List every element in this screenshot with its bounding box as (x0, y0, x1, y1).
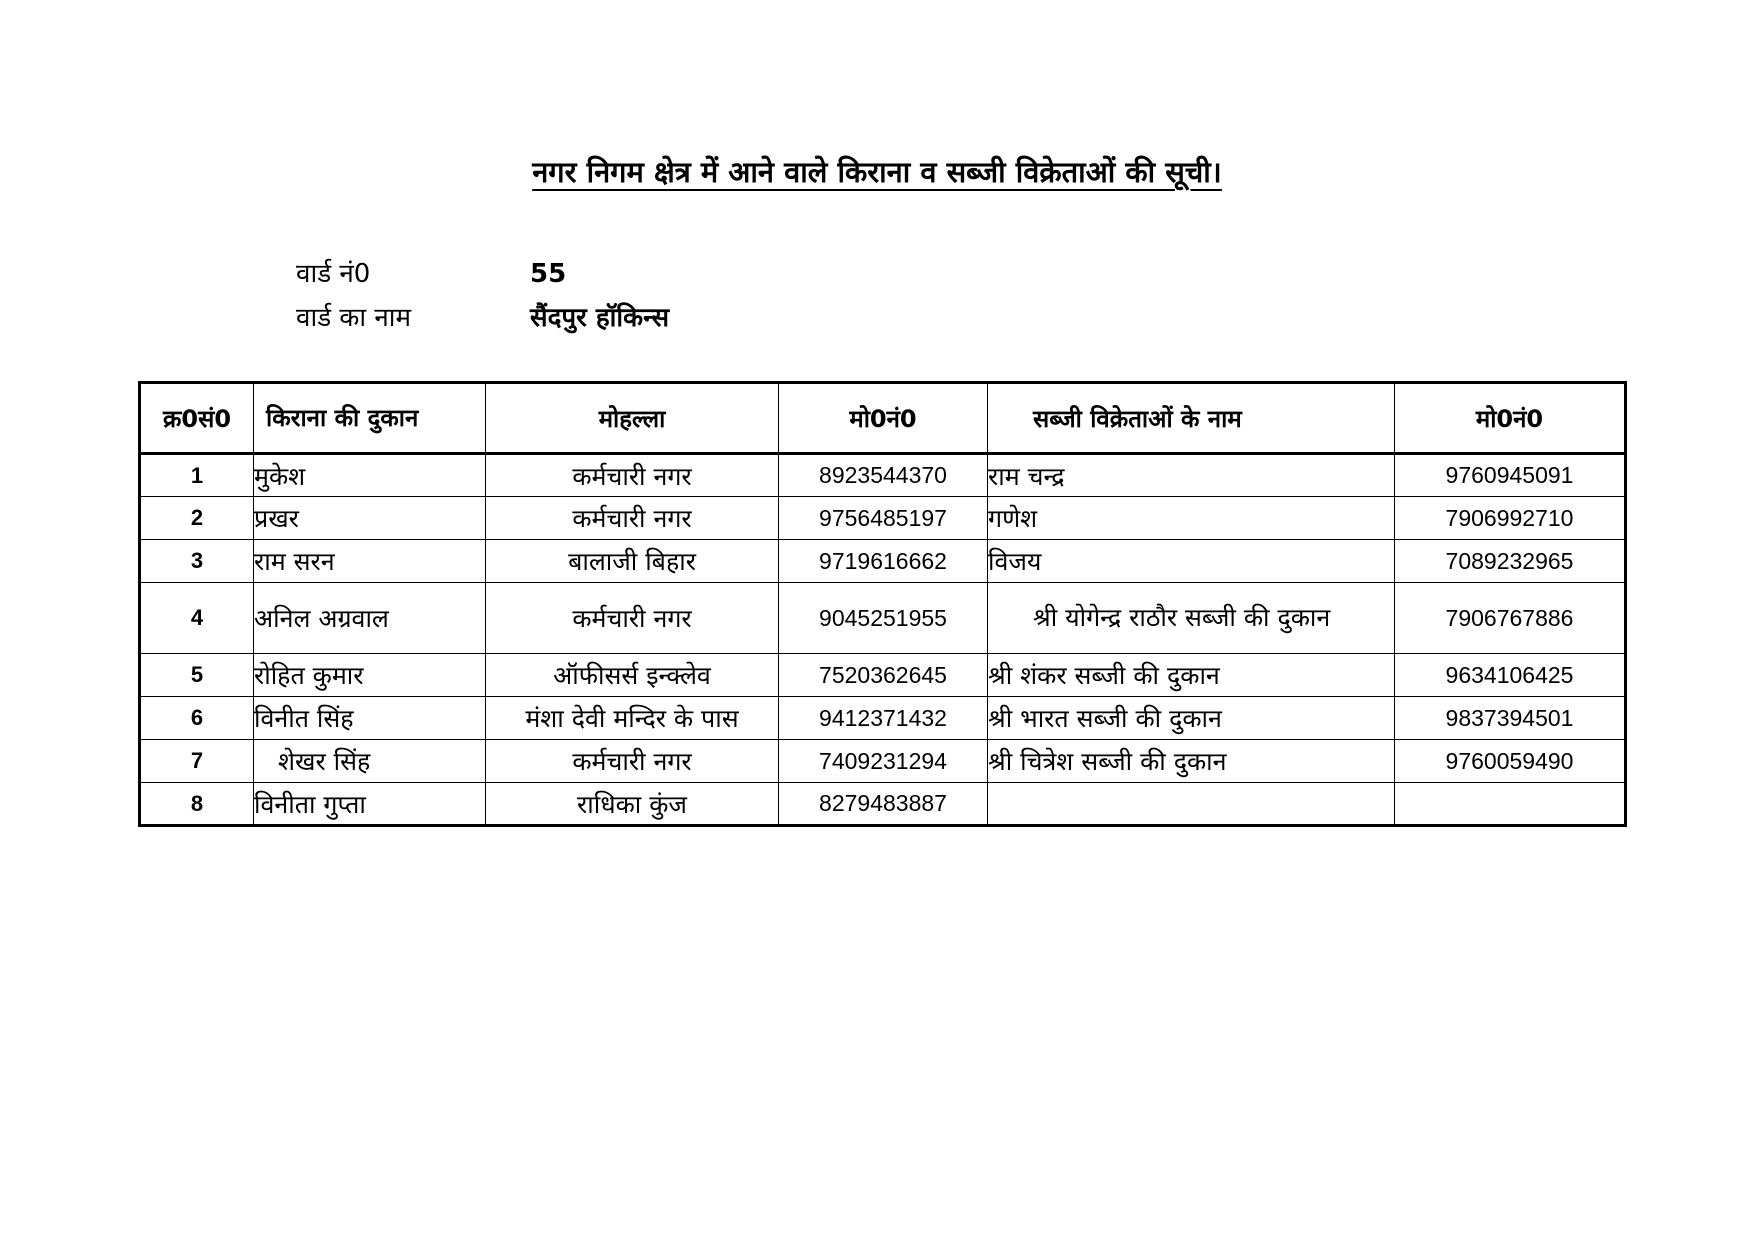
shop-mobile-cell: 9412371432 (779, 697, 988, 740)
header-grocery-mobile: मो0नं0 (779, 383, 988, 454)
table-row (140, 583, 1626, 654)
vendor-cell: श्री योगेन्द्र राठौर सब्जी की दुकान (988, 583, 1395, 654)
ward-info (296, 252, 669, 340)
table-row (140, 697, 1626, 740)
header-serial: क्र0सं0 (140, 383, 254, 454)
shop-mobile-cell: 7520362645 (779, 654, 988, 697)
locality-cell: राधिका कुंज (486, 783, 779, 826)
shop-mobile-cell: 9756485197 (779, 497, 988, 540)
ward-name-value: सैंदपुर हॉकिन्स (530, 303, 670, 333)
shop-cell: प्रखर (254, 497, 486, 540)
table-row (140, 740, 1626, 783)
vendor-mobile-cell: 7089232965 (1395, 540, 1626, 583)
ward-number-value: 55 (530, 259, 567, 289)
locality-cell: कर्मचारी नगर (486, 740, 779, 783)
vendor-cell: राम चन्द्र (988, 454, 1395, 497)
ward-name-row (296, 296, 669, 340)
serial-cell: 4 (140, 583, 254, 654)
vendor-cell: गणेश (988, 497, 1395, 540)
vendor-mobile-cell (1395, 783, 1626, 826)
shop-cell: राम सरन (254, 540, 486, 583)
header-locality: मोहल्ला (486, 383, 779, 454)
serial-cell: 7 (140, 740, 254, 783)
vendor-mobile-cell: 9760945091 (1395, 454, 1626, 497)
locality-cell: कर्मचारी नगर (486, 497, 779, 540)
shop-mobile-cell: 8279483887 (779, 783, 988, 826)
shop-cell: विनीता गुप्ता (254, 783, 486, 826)
table-row (140, 454, 1626, 497)
header-grocery-shop: किराना की दुकान (254, 383, 486, 454)
shop-mobile-cell: 8923544370 (779, 454, 988, 497)
page-title (0, 152, 1754, 192)
locality-cell: मंशा देवी मन्दिर के पास (486, 697, 779, 740)
shop-mobile-cell: 9719616662 (779, 540, 988, 583)
header-vegetable-mobile: मो0नं0 (1395, 383, 1626, 454)
shop-mobile-cell: 7409231294 (779, 740, 988, 783)
shop-cell: विनीत सिंह (254, 697, 486, 740)
vendor-mobile-cell: 9634106425 (1395, 654, 1626, 697)
header-vegetable-vendor: सब्जी विक्रेताओं के नाम (988, 383, 1395, 454)
table-header-row (140, 383, 1626, 454)
vendor-mobile-cell: 7906992710 (1395, 497, 1626, 540)
vendor-cell (988, 783, 1395, 826)
vendor-mobile-cell: 9837394501 (1395, 697, 1626, 740)
locality-cell: कर्मचारी नगर (486, 454, 779, 497)
vendor-cell: श्री भारत सब्जी की दुकान (988, 697, 1395, 740)
vendor-mobile-cell: 7906767886 (1395, 583, 1626, 654)
vendor-cell: श्री चित्रेश सब्जी की दुकान (988, 740, 1395, 783)
serial-cell: 8 (140, 783, 254, 826)
ward-name-label: वार्ड का नाम (296, 303, 412, 333)
serial-cell: 6 (140, 697, 254, 740)
page-title-text: नगर निगम क्षेत्र में आने वाले किराना व सब्जी विक्रेताओं की सूची। (532, 155, 1222, 189)
table-row (140, 497, 1626, 540)
table-row (140, 540, 1626, 583)
vendor-cell: श्री शंकर सब्जी की दुकान (988, 654, 1395, 697)
serial-cell: 2 (140, 497, 254, 540)
serial-cell: 1 (140, 454, 254, 497)
ward-number-row (296, 252, 669, 296)
shop-cell: रोहित कुमार (254, 654, 486, 697)
serial-cell: 3 (140, 540, 254, 583)
shop-cell: शेखर सिंह (254, 740, 486, 783)
shop-mobile-cell: 9045251955 (779, 583, 988, 654)
table-row (140, 783, 1626, 826)
shop-cell: अनिल अग्रवाल (254, 583, 486, 654)
table-row (140, 654, 1626, 697)
vendor-mobile-cell: 9760059490 (1395, 740, 1626, 783)
shop-cell: मुकेश (254, 454, 486, 497)
locality-cell: कर्मचारी नगर (486, 583, 779, 654)
locality-cell: ऑफीसर्स इन्क्लेव (486, 654, 779, 697)
ward-number-label: वार्ड नं0 (296, 259, 371, 289)
vendor-cell: विजय (988, 540, 1395, 583)
vendor-table (138, 381, 1627, 827)
serial-cell: 5 (140, 654, 254, 697)
locality-cell: बालाजी बिहार (486, 540, 779, 583)
